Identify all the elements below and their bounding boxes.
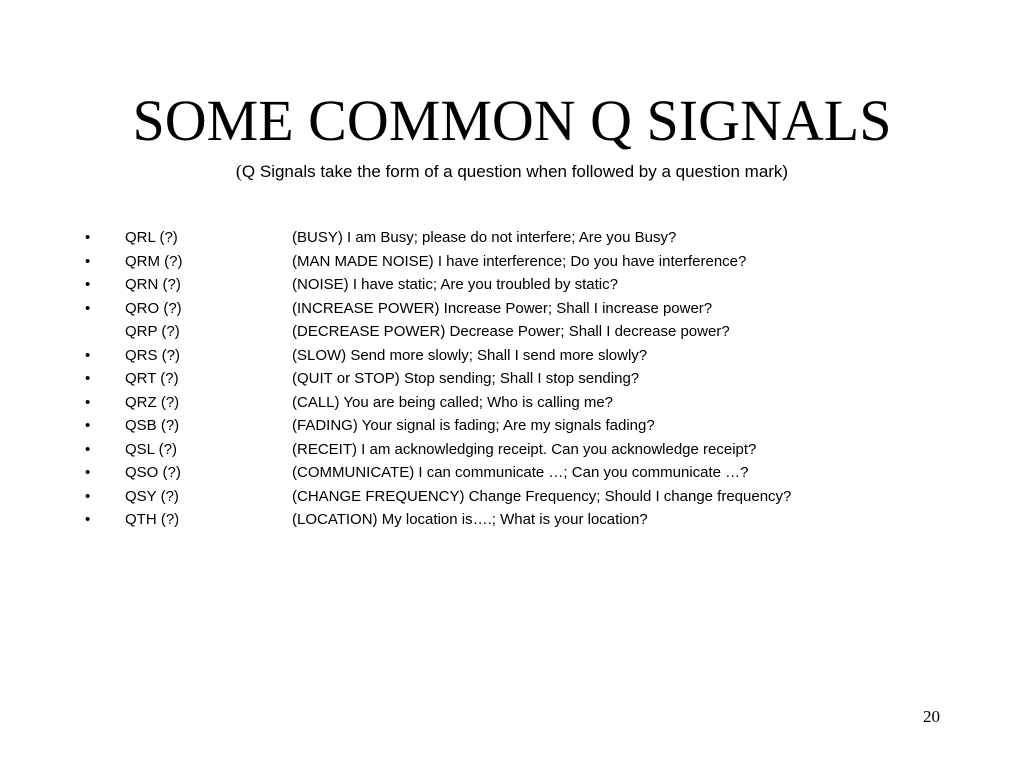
signal-description: (QUIT or STOP) Stop sending; Shall I stop sending? bbox=[292, 370, 640, 387]
list-item bbox=[0, 226, 1024, 250]
subtitle-open-paren: ( bbox=[235, 161, 242, 181]
signal-code: QSB (?) bbox=[125, 417, 180, 434]
signal-code: QRM (?) bbox=[125, 252, 183, 270]
signal-code: QSY (?) bbox=[125, 487, 179, 505]
signal-description: (SLOW) Send more slowly; Shall I send more slowly? bbox=[292, 346, 648, 364]
signal-code: QSL (?) bbox=[125, 440, 177, 458]
page-number: 20 bbox=[923, 707, 940, 726]
list-item bbox=[0, 273, 1024, 297]
signal-code-secondary: QRP (?) bbox=[125, 323, 180, 340]
list-item bbox=[0, 250, 1024, 274]
bullet-icon: • bbox=[85, 252, 91, 270]
list-item bbox=[0, 438, 1024, 462]
signal-code: QRS (?) bbox=[125, 346, 181, 364]
list-item bbox=[0, 391, 1024, 415]
signal-description: (CHANGE FREQUENCY) Change Frequency; Should I change frequency? bbox=[292, 487, 792, 505]
signal-description: (NOISE) I have static; Are you troubled by static? bbox=[292, 276, 618, 293]
list-item bbox=[0, 367, 1024, 391]
bullet-icon: • bbox=[85, 393, 91, 411]
bullet-icon: • bbox=[85, 417, 91, 434]
bullet-icon: • bbox=[85, 370, 91, 387]
bullet-icon: • bbox=[85, 276, 91, 293]
signal-description: (LOCATION) My location is….; What is your location? bbox=[292, 511, 648, 528]
signal-description: (MAN MADE NOISE) I have interference; Do you have interference? bbox=[292, 252, 747, 270]
list-item bbox=[0, 414, 1024, 438]
bullet-icon: • bbox=[85, 440, 91, 458]
signal-code: QSO (?) bbox=[125, 464, 181, 481]
slide-title: SOME COMMON Q SIGNALS bbox=[132, 88, 892, 153]
bullet-icon: • bbox=[85, 487, 91, 505]
bullet-icon: • bbox=[85, 299, 91, 317]
signal-description: (CALL) You are being called; Who is calling me? bbox=[292, 393, 614, 411]
signal-code: QRZ (?) bbox=[125, 393, 180, 411]
list-item bbox=[0, 297, 1024, 344]
list-item bbox=[0, 508, 1024, 532]
bullet-icon: • bbox=[85, 346, 91, 364]
signal-description: (RECEIT) I am acknowledging receipt. Can you acknowledge receipt? bbox=[292, 440, 757, 458]
signal-description: (FADING) Your signal is fading; Are my signals fading? bbox=[292, 417, 655, 434]
subtitle-text: Q Signals take the form of a question when followed by a question mark) bbox=[241, 162, 789, 181]
q-signal-list bbox=[0, 226, 1024, 532]
signal-description: (BUSY) I am Busy; please do not interfere; Are you Busy? bbox=[292, 229, 677, 246]
signal-description: (INCREASE POWER) Increase Power; Shall I increase power? bbox=[292, 299, 713, 317]
bullet-icon: • bbox=[85, 229, 91, 246]
signal-code: QRL (?) bbox=[125, 229, 178, 246]
signal-description: (COMMUNICATE) I can communicate …; Can you communicate …? bbox=[292, 464, 749, 481]
bullet-icon: • bbox=[85, 464, 91, 481]
signal-code: QRT (?) bbox=[125, 370, 179, 387]
signal-code: QTH (?) bbox=[125, 511, 180, 528]
signal-description-secondary: (DECREASE POWER) Decrease Power; Shall I decrease power? bbox=[292, 323, 730, 340]
slide-subtitle bbox=[0, 159, 1024, 184]
signal-code: QRN (?) bbox=[125, 276, 181, 293]
signal-code: QRO (?) bbox=[125, 299, 182, 317]
list-item bbox=[0, 461, 1024, 485]
bullet-icon: • bbox=[85, 511, 91, 528]
list-item bbox=[0, 485, 1024, 509]
list-item bbox=[0, 344, 1024, 368]
